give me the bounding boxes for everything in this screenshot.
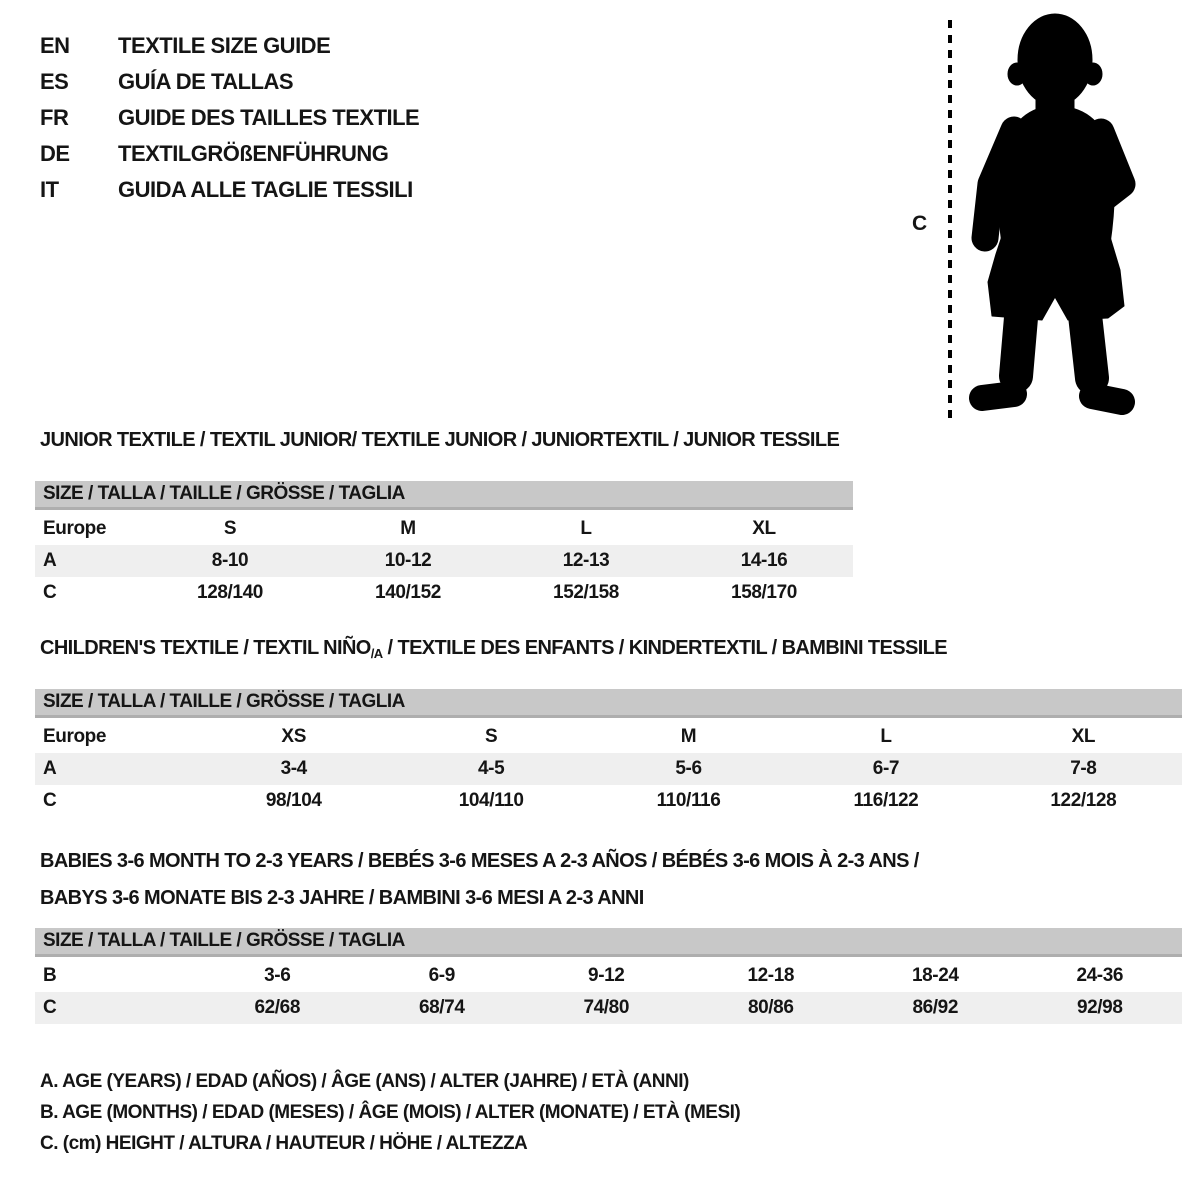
language-code: IT <box>40 177 59 202</box>
age-cell: 24-36 <box>1076 965 1124 986</box>
language-title-list <box>40 28 419 208</box>
section-title-children <box>40 637 947 661</box>
height-cell: 110/116 <box>656 790 721 811</box>
language-code: DE <box>40 141 70 166</box>
size-cell: L <box>880 726 892 747</box>
row-label: A <box>43 550 57 571</box>
height-cell: 98/104 <box>265 790 322 811</box>
row-label: Europe <box>43 518 107 539</box>
age-cell: 9-12 <box>588 965 625 986</box>
language-row-it <box>40 172 419 208</box>
height-cell: 116/122 <box>853 790 919 811</box>
age-cell: 6-9 <box>428 965 455 986</box>
section-title-babies <box>40 843 919 917</box>
size-header-band <box>35 928 1182 957</box>
legend-line-c: C. (cm) HEIGHT / ALTURA / HAUTEUR / HÖHE / ALTEZZA <box>40 1132 528 1154</box>
height-cell: 68/74 <box>418 997 465 1018</box>
language-row-de <box>40 136 419 172</box>
table-row-age <box>35 545 853 577</box>
language-row-en <box>40 28 419 64</box>
size-cell: L <box>580 518 592 539</box>
row-label: B <box>43 965 57 986</box>
language-code: ES <box>40 69 69 94</box>
size-header-label: SIZE / TALLA / TAILLE / GRÖSSE / TAGLIA <box>43 483 405 504</box>
language-row-fr <box>40 100 419 136</box>
row-label: C <box>43 997 57 1018</box>
guide-title: TEXTILGRÖßENFÜHRUNG <box>118 141 389 166</box>
section-title-junior: JUNIOR TEXTILE / TEXTIL JUNIOR/ TEXTILE JUNIOR / JUNIORTEXTIL / JUNIOR TESSILE <box>40 429 840 451</box>
size-cell: M <box>680 726 697 747</box>
height-measure-label: C <box>912 212 928 235</box>
section-title-children-post: / TEXTILE DES ENFANTS / KINDERTEXTIL / BAMBINI TESSILE <box>382 637 948 659</box>
age-cell: 6-7 <box>872 758 900 779</box>
babies-size-table <box>35 928 1182 1024</box>
table-row-europe <box>35 721 1182 753</box>
language-code: EN <box>40 33 70 58</box>
language-row-es <box>40 64 419 100</box>
table-row-height <box>35 785 1182 817</box>
guide-title: GUÍA DE TALLAS <box>118 69 294 94</box>
table-row-age-months <box>35 960 1182 992</box>
row-label: Europe <box>43 726 107 747</box>
table-row-height <box>35 577 853 609</box>
age-cell: 4-5 <box>477 758 505 779</box>
row-label: C <box>43 582 57 603</box>
height-cell: 122/128 <box>1050 790 1117 811</box>
row-label: A <box>43 758 57 779</box>
height-cell: 92/98 <box>1076 997 1123 1018</box>
size-cell: S <box>223 518 237 539</box>
age-cell: 8-10 <box>211 550 249 571</box>
size-header-band <box>35 481 853 510</box>
row-label: C <box>43 790 57 811</box>
guide-title: GUIDE DES TAILLES TEXTILE <box>118 105 420 130</box>
age-cell: 5-6 <box>675 758 702 779</box>
size-cell: S <box>484 726 498 747</box>
height-cell: 152/158 <box>553 582 619 603</box>
age-cell: 3-4 <box>280 758 307 779</box>
age-cell: 12-13 <box>562 550 610 571</box>
age-cell: 10-12 <box>384 550 432 571</box>
height-cell: 62/68 <box>254 997 301 1018</box>
age-cell: 14-16 <box>740 550 788 571</box>
height-cell: 128/140 <box>197 582 263 603</box>
table-row-europe <box>35 513 853 545</box>
height-cell: 140/152 <box>375 582 441 603</box>
height-cell: 86/92 <box>912 997 959 1018</box>
age-cell: 18-24 <box>911 965 959 986</box>
section-title-children-pre: CHILDREN'S TEXTILE / TEXTIL NIÑO <box>40 637 371 659</box>
size-cell: XS <box>281 726 306 747</box>
height-measure-dashed-line <box>948 20 952 418</box>
legend-line-b: B. AGE (MONTHS) / EDAD (MESES) / ÂGE (MOIS) / ALTER (MONATE) / ETÀ (MESI) <box>40 1101 741 1123</box>
section-title-babies-line2: BABYS 3-6 MONATE BIS 2-3 JAHRE / BAMBINI 3-6 MESI A 2-3 ANNI <box>40 887 644 909</box>
language-code: FR <box>40 105 69 130</box>
guide-title: GUIDA ALLE TAGLIE TESSILI <box>118 177 413 202</box>
table-row-height <box>35 992 1182 1024</box>
toddler-silhouette-icon <box>962 10 1152 418</box>
height-cell: 80/86 <box>747 997 794 1018</box>
size-header-band <box>35 689 1182 718</box>
children-size-table <box>35 689 1182 817</box>
height-cell: 104/110 <box>458 790 524 811</box>
height-cell: 158/170 <box>731 582 797 603</box>
size-header-label: SIZE / TALLA / TAILLE / GRÖSSE / TAGLIA <box>43 930 405 951</box>
table-row-age <box>35 753 1182 785</box>
age-cell: 12-18 <box>747 965 795 986</box>
size-cell: XL <box>1071 726 1096 747</box>
size-cell: M <box>400 518 416 539</box>
section-title-children-sub: /A <box>370 646 383 661</box>
age-cell: 3-6 <box>264 965 291 986</box>
size-cell: XL <box>752 518 776 539</box>
guide-title: TEXTILE SIZE GUIDE <box>118 33 331 58</box>
size-header-label: SIZE / TALLA / TAILLE / GRÖSSE / TAGLIA <box>43 691 405 712</box>
legend <box>40 1066 740 1159</box>
age-cell: 7-8 <box>1070 758 1097 779</box>
height-cell: 74/80 <box>583 997 630 1018</box>
section-title-babies-line1: BABIES 3-6 MONTH TO 2-3 YEARS / BEBÉS 3-6 MESES A 2-3 AÑOS / BÉBÉS 3-6 MOIS À 2-3 ANS / <box>40 850 919 872</box>
junior-size-table <box>35 481 853 609</box>
legend-line-a: A. AGE (YEARS) / EDAD (AÑOS) / ÂGE (ANS) / ALTER (JAHRE) / ETÀ (ANNI) <box>40 1070 689 1092</box>
